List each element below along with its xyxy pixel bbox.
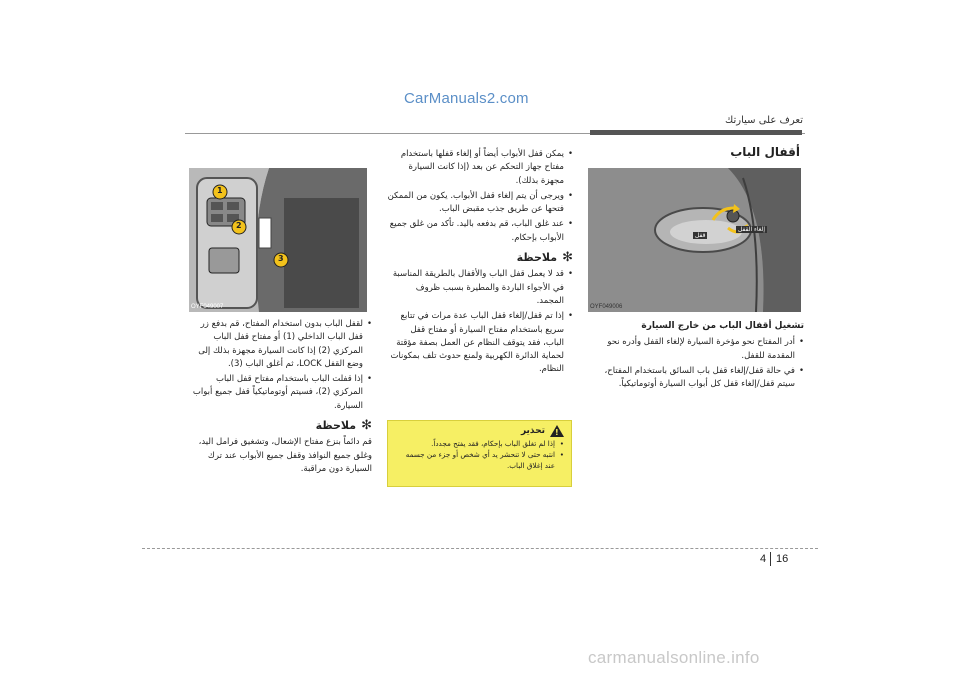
photo-code-left: OYF049007 bbox=[191, 304, 224, 310]
asterisk-icon: ✻ bbox=[361, 418, 372, 434]
list-item: • إذا تم قفل/إلغاء قفل الباب عدة مرات في تتابع سريع باستخدام مفتاح السيارة أو مفتاح قفل الباب، فقد يتوقف النظام عن العمل بصفة مؤقتة لحماية الدائرة الكهربية ولمنع حدوث تلف بمكونات النظام. bbox=[387, 310, 573, 376]
list-item: • في حالة قفل/إلغاء قفل باب السائق باستخدام المفتاح، سيتم قفل/إلغاء قفل كل أبواب السيارة أوتوماتيكياً. bbox=[588, 365, 804, 392]
photo-code-right: OYF049006 bbox=[590, 304, 623, 310]
note-text: قم دائماً بنزع مفتاح الإشعال، وتشغيق فرامل اليد، وغلق جميع النوافذ وقفل جميع الأبواب عند ترك السيارة دون مراقبة. bbox=[198, 437, 372, 474]
label-lock: قفل bbox=[695, 232, 706, 239]
note-heading: ✻ملاحظة bbox=[315, 418, 372, 434]
list-item: • إذا لم تغلق الباب بإحكام، فقد يفتح مجدداً. bbox=[394, 438, 564, 449]
list-item: • إذا قفلت الباب باستخدام مفتاح قفل الباب المركزي (2)، فسيتم أوتوماتيكياً قفل جميع أبواب السيارة. bbox=[189, 373, 372, 413]
page-number: 16 bbox=[776, 553, 789, 565]
left-column bbox=[189, 318, 372, 478]
door-handle-photo bbox=[588, 168, 801, 312]
right-column-heading: تشغيل أقفال الباب من خارج السيارة bbox=[641, 321, 804, 331]
right-column bbox=[588, 320, 804, 393]
warning-triangle-icon bbox=[550, 425, 564, 437]
list-item: • ويرجى أن يتم إلغاء قفل الأبواب. يكون من الممكن فتحها عن طريق جذب مقبض الباب. bbox=[387, 190, 573, 217]
list-item: • قد لا يعمل قفل الباب والأقفال بالطريقة المناسبة في الأجواء الباردة والمطيرة بسبب ظروف المجمد. bbox=[387, 268, 573, 308]
footer-rule bbox=[142, 548, 818, 549]
section-title: أقفال الباب bbox=[730, 145, 800, 159]
list-item: • انتبه حتى لا تنحشر يد أي شخص أو جزء من جسمه عند إغلاق الباب. bbox=[394, 449, 564, 471]
header-title: تعرف على سيارتك bbox=[725, 115, 803, 126]
callout-2: 2 bbox=[236, 221, 242, 230]
callout-3: 3 bbox=[278, 254, 284, 263]
note-heading: ✻ملاحظة bbox=[516, 250, 573, 266]
list-item: • لقفل الباب بدون استخدام المفتاح، قم بدفع زر قفل الباب الداخلي (1) أو مفتاح قفل الباب المركزي (2) إذا كانت السيارة مجهزة بذلك إلى وضع القفل LOCK، ثم أغلق الباب (3). bbox=[189, 318, 372, 371]
door-handle-illustration bbox=[588, 168, 801, 312]
warning-box bbox=[387, 420, 572, 487]
header-bar bbox=[590, 130, 802, 135]
warning-title: ! تحذير bbox=[394, 425, 564, 437]
page-section-number: 4 bbox=[760, 553, 767, 565]
list-item: • عند غلق الباب، قم بدفعه باليد. تأكد من غلق جميع الأبواب بإحكام. bbox=[387, 218, 573, 245]
label-unlock: إلغاء القفل bbox=[738, 226, 766, 233]
list-item: • أدر المفتاح نحو مؤخرة السيارة لإلغاء القفل وأدره نحو المقدمة للقفل. bbox=[588, 336, 804, 363]
interior-door-illustration bbox=[189, 168, 367, 312]
page-number-divider bbox=[770, 552, 771, 566]
watermark-bottom: carmanualsonline.info bbox=[588, 648, 760, 667]
watermark-top: CarManuals2.com bbox=[404, 90, 529, 107]
asterisk-icon: ✻ bbox=[562, 250, 573, 266]
callout-1: 1 bbox=[217, 186, 223, 195]
interior-door-photo bbox=[189, 168, 367, 312]
middle-column bbox=[387, 148, 573, 379]
list-item: • يمكن قفل الأبواب أيضاً أو إلغاء قفلها باستخدام مفتاح جهاز التحكم عن بعد (إذا كانت السيارة مجهزة بذلك). bbox=[387, 148, 573, 188]
